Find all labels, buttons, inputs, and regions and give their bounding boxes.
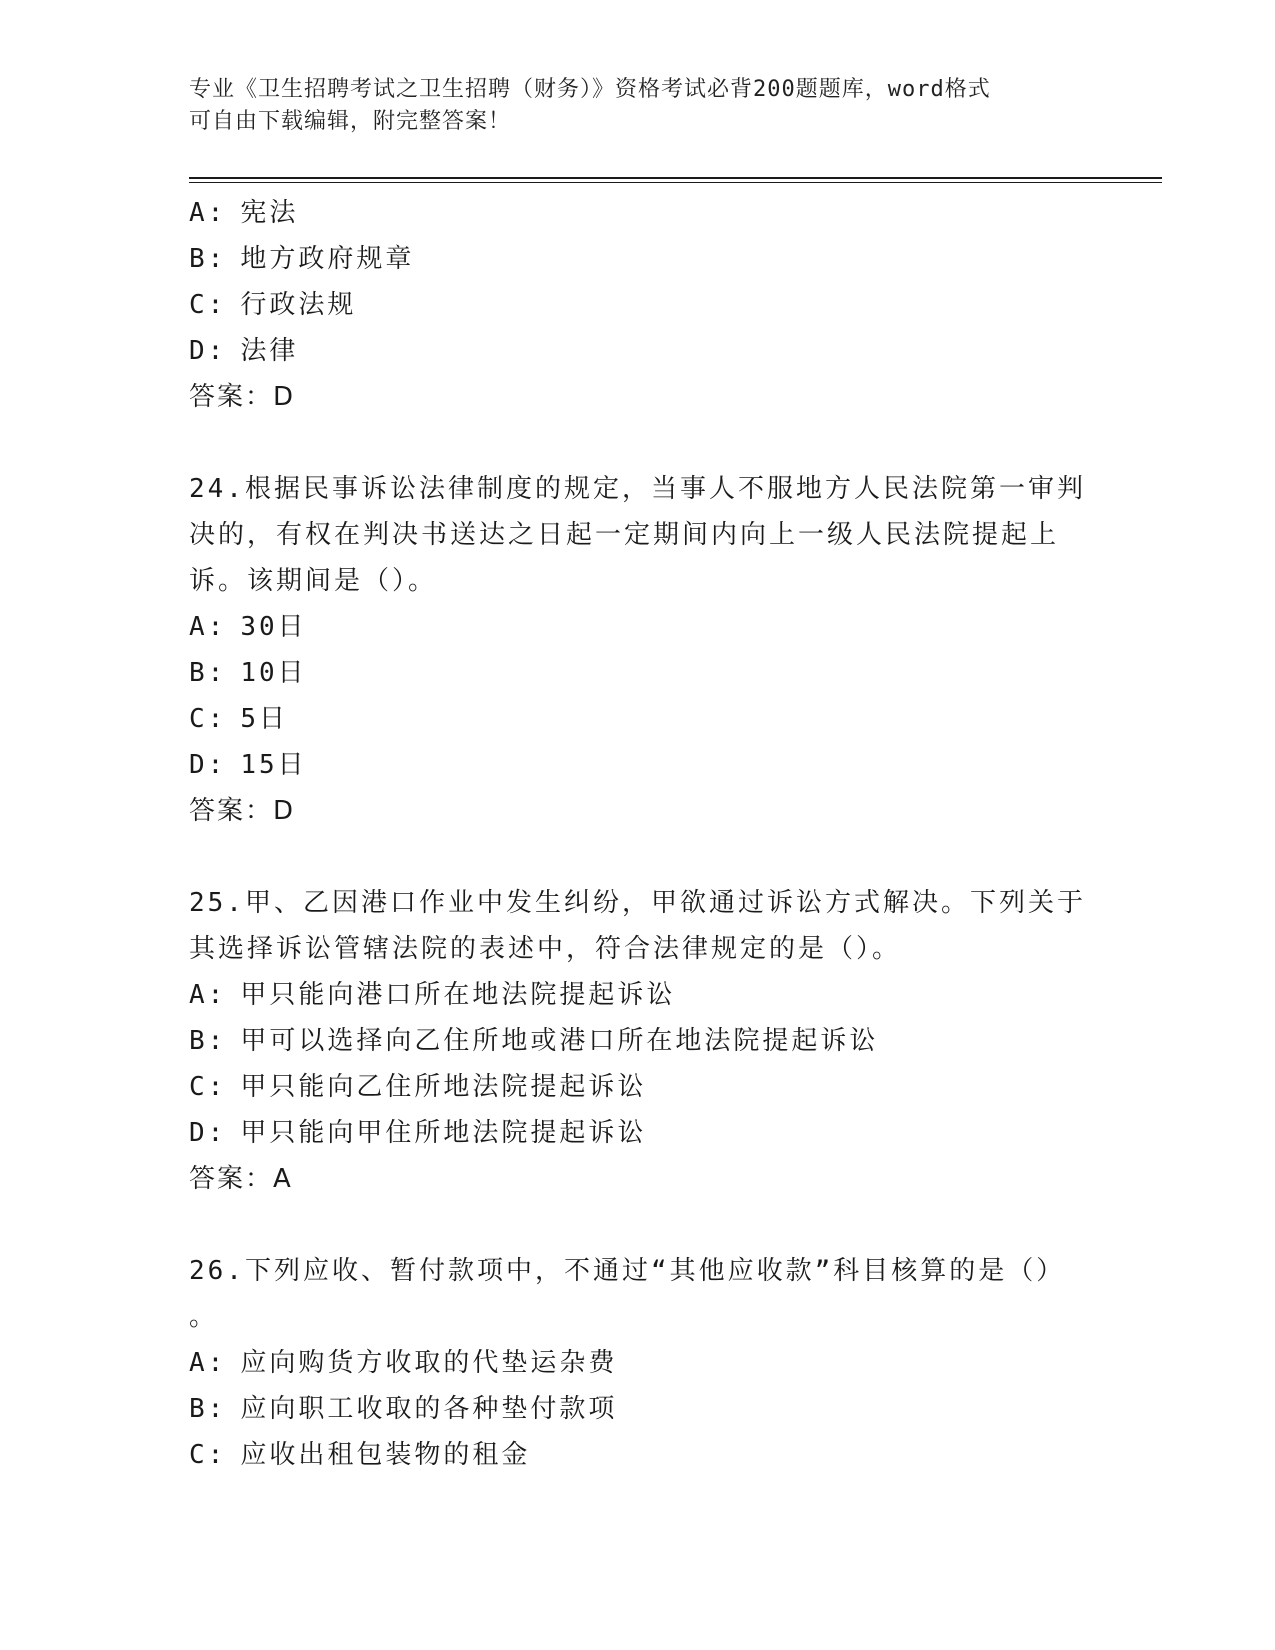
question-25 [189,880,1089,1202]
option-letter: B: [189,658,227,688]
option-letter: C: [189,290,227,320]
header-line-1: 专业《卫生招聘考试之卫生招聘（财务）》资格考试必背200题题库，word格式 [189,77,991,102]
question-text-line: 其选择诉讼管辖法院的表述中，符合法律规定的是（）。 [189,934,902,964]
option-c [189,1064,1089,1110]
question-text-line: 诉。该期间是（）。 [189,566,438,596]
spacer [189,1202,1089,1248]
option-letter: A: [189,612,227,642]
option-text: 宪法 [240,198,299,228]
question-26 [189,1248,1089,1478]
answer-line: 答案：D [189,382,296,412]
option-a [189,190,1089,236]
option-a [189,972,1089,1018]
option-text: 应向购货方收取的代垫运杂费 [240,1348,618,1378]
option-text: 法律 [240,336,299,366]
option-d [189,1110,1089,1156]
question-text-line: 。 [189,1302,219,1332]
option-b [189,1386,1089,1432]
option-letter: D: [189,336,227,366]
question-content [189,190,1089,1478]
option-letter: D: [189,750,227,780]
spacer [189,420,1089,466]
option-letter: C: [189,1440,227,1470]
spacer [189,834,1089,880]
option-b [189,236,1089,282]
option-text: 30日 [240,612,307,642]
option-text: 行政法规 [240,290,357,320]
option-c [189,696,1089,742]
option-text: 10日 [240,658,307,688]
answer-line: 答案：D [189,796,296,826]
option-d [189,328,1089,374]
option-letter: C: [189,1072,227,1102]
option-text: 5日 [240,704,288,734]
option-d [189,742,1089,788]
option-letter: A: [189,1348,227,1378]
document-header [189,74,1069,138]
header-divider-thin [189,182,1162,183]
option-letter: A: [189,980,227,1010]
header-line-2: 可自由下载编辑，附完整答案！ [189,109,512,134]
option-text: 应向职工收取的各种垫付款项 [240,1394,618,1424]
option-b [189,650,1089,696]
answer-line: 答案：A [189,1164,293,1194]
option-text: 地方政府规章 [240,244,415,274]
question-text-line: 24.根据民事诉讼法律制度的规定，当事人不服地方人民法院第一审判 [189,474,1086,504]
option-text: 甲可以选择向乙住所地或港口所在地法院提起诉讼 [240,1026,879,1056]
option-letter: B: [189,1026,227,1056]
option-letter: D: [189,1118,227,1148]
option-text: 甲只能向甲住所地法院提起诉讼 [240,1118,647,1148]
header-divider-thick [189,177,1162,179]
option-text: 甲只能向港口所在地法院提起诉讼 [240,980,676,1010]
option-letter: B: [189,244,227,274]
option-a [189,604,1089,650]
question-23 [189,190,1089,420]
option-letter: B: [189,1394,227,1424]
question-text-line: 26.下列应收、暂付款项中，不通过“其他应收款”科目核算的是（） [189,1256,1066,1286]
question-24 [189,466,1089,834]
option-text: 应收出租包装物的租金 [240,1440,531,1470]
option-b [189,1018,1089,1064]
option-letter: C: [189,704,227,734]
option-a [189,1340,1089,1386]
option-letter: A: [189,198,227,228]
option-text: 15日 [240,750,307,780]
option-c [189,282,1089,328]
option-text: 甲只能向乙住所地法院提起诉讼 [240,1072,647,1102]
question-text-line: 25.甲、乙因港口作业中发生纠纷，甲欲通过诉讼方式解决。下列关于 [189,888,1086,918]
question-text-line: 决的，有权在判决书送达之日起一定期间内向上一级人民法院提起上 [189,520,1060,550]
option-c [189,1432,1089,1478]
